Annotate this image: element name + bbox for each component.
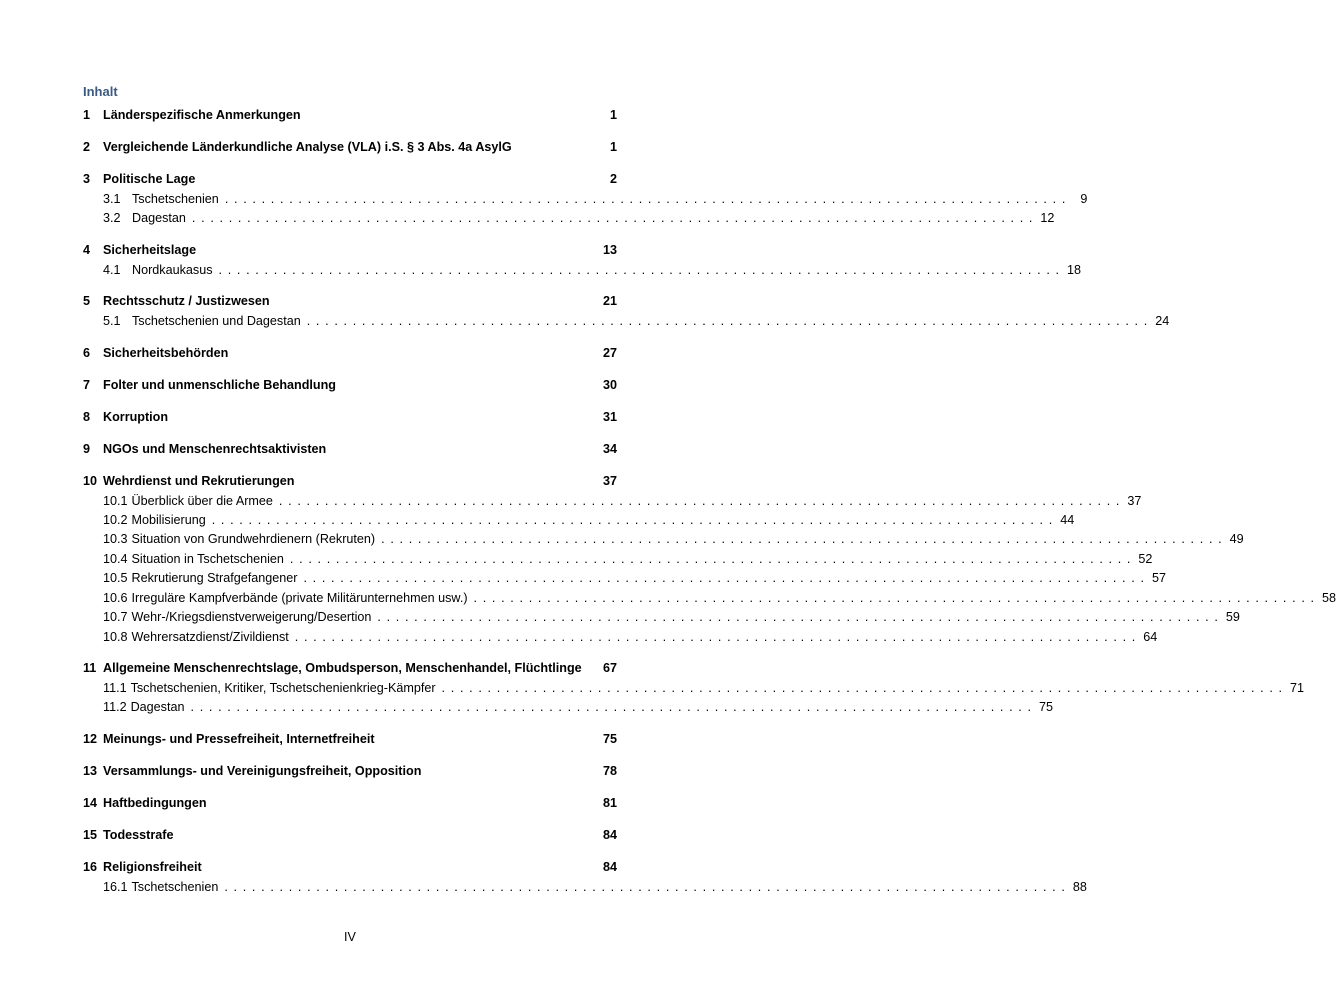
toc-entry-page: 84 (602, 828, 617, 842)
toc-entry-number: 5 (83, 294, 91, 308)
dot-leader (212, 511, 1053, 529)
toc-entry-number: 11 (83, 661, 97, 675)
toc-entry-number: 16.1 (103, 880, 128, 894)
toc-subsection-entry[interactable] (103, 190, 1088, 208)
dot-leader (279, 492, 1120, 510)
toc-subsection-entry[interactable] (103, 679, 1305, 697)
dot-leader (225, 190, 1066, 208)
toc-entry-number: 10.3 (103, 532, 128, 546)
toc-entry-page: 75 (1039, 700, 1054, 714)
toc-subsection-entry[interactable] (103, 569, 1166, 587)
toc-entry-page: 49 (1229, 532, 1244, 546)
toc-entry-page: 71 (1290, 681, 1305, 695)
toc-section-entry[interactable] (83, 472, 617, 490)
toc-entry-page: 2 (609, 172, 617, 186)
toc-entry-title: Mobilisierung (131, 513, 206, 527)
dot-leader (191, 698, 1032, 716)
toc-entry-title: Korruption (103, 410, 169, 424)
toc-section-entry[interactable] (83, 408, 617, 426)
toc-entry-page: 44 (1060, 513, 1075, 527)
toc-entry-page: 37 (602, 474, 617, 488)
toc-section-entry[interactable] (83, 292, 617, 310)
toc-entry-page: 13 (602, 243, 617, 257)
toc-section-entry[interactable] (83, 344, 617, 362)
toc-entry-number: 14 (83, 796, 98, 810)
toc-entry-page: 34 (602, 442, 617, 456)
toc-entry-page: 75 (602, 732, 617, 746)
toc-entry-title: Todesstrafe (103, 828, 174, 842)
toc-subsection-entry[interactable] (103, 511, 1075, 529)
toc-subsection-entry[interactable] (103, 878, 1087, 896)
toc-entry-title: Politische Lage (103, 172, 196, 186)
toc-entry-title: Dagestan (132, 211, 186, 225)
toc-entry-title: Länderspezifische Anmerkungen (103, 108, 301, 122)
toc-entry-number: 2 (83, 140, 91, 154)
toc-entry-number: 6 (83, 346, 91, 360)
toc-entry-page: 59 (1225, 610, 1240, 624)
toc-entry-page: 31 (602, 410, 617, 424)
toc-entry-title: Tschetschenien und Dagestan (132, 314, 301, 328)
toc-entry-title: Tschetschenien (131, 880, 219, 894)
toc-entry-page: 9 (1080, 192, 1088, 206)
toc-entry-number: 3.2 (103, 211, 121, 225)
toc-entry-number: 4 (83, 243, 91, 257)
toc-entry-title: Rechtsschutz / Justizwesen (103, 294, 270, 308)
toc-entry-page: 78 (602, 764, 617, 778)
toc-entry-page: 21 (602, 294, 617, 308)
toc-entry-number: 10.1 (103, 494, 128, 508)
toc-entry-title: Wehrersatzdienst/Zivildienst (131, 630, 289, 644)
toc-entry-title: NGOs und Menschenrechtsaktivisten (103, 442, 327, 456)
toc-entry-title: Versammlungs- und Vereinigungsfreiheit, Opposition (103, 764, 422, 778)
toc-entry-title: Situation in Tschetschenien (131, 552, 284, 566)
dot-leader (381, 530, 1222, 548)
toc-entry-title: Überblick über die Armee (131, 494, 273, 508)
toc-entry-page: 1 (609, 108, 617, 122)
toc-entry-number: 16 (83, 860, 98, 874)
toc-heading: Inhalt (83, 84, 118, 99)
toc-entry-title: Allgemeine Menschenrechtslage, Ombudsperson, Menschenhandel, Flüchtlinge (103, 661, 582, 675)
toc-entry-number: 11.2 (103, 700, 127, 714)
toc-entry-number: 10.2 (103, 513, 128, 527)
toc-entry-title: Irreguläre Kampfverbände (private Militärunternehmen usw.) (131, 591, 468, 605)
toc-subsection-entry[interactable] (103, 698, 1054, 716)
toc-entry-number: 10 (83, 474, 98, 488)
toc-entry-number: 13 (83, 764, 98, 778)
toc-entry-page: 52 (1138, 552, 1153, 566)
toc-entry-title: Situation von Grundwehrdienern (Rekruten) (131, 532, 376, 546)
toc-entry-number: 10.6 (103, 591, 128, 605)
dot-leader (295, 628, 1136, 646)
toc-entry-title: Folter und unmenschliche Behandlung (103, 378, 336, 392)
toc-entry-title: Meinungs- und Pressefreiheit, Internetfreiheit (103, 732, 375, 746)
toc-entry-title: Rekrutierung Strafgefangener (131, 571, 298, 585)
toc-entry-number: 5.1 (103, 314, 121, 328)
toc-entry-number: 4.1 (103, 263, 121, 277)
toc-section-entry[interactable] (83, 730, 617, 748)
toc-section-entry[interactable] (83, 170, 617, 188)
toc-entry-number: 10.7 (103, 610, 128, 624)
toc-entry-title: Sicherheitslage (103, 243, 197, 257)
toc-entry-title: Religionsfreiheit (103, 860, 202, 874)
toc-entry-number: 10.8 (103, 630, 128, 644)
toc-entry-number: 11.1 (103, 681, 127, 695)
toc-entry-number: 15 (83, 828, 98, 842)
toc-section-entry[interactable] (83, 794, 617, 812)
toc-entry-title: Tschetschenien (132, 192, 219, 206)
toc-section-entry[interactable] (83, 826, 617, 844)
toc-entry-page: 1 (609, 140, 617, 154)
toc-section-entry[interactable] (83, 440, 617, 458)
toc-subsection-entry[interactable] (103, 608, 1240, 626)
toc-entry-page: 84 (602, 860, 617, 874)
toc-section-entry[interactable] (83, 241, 617, 259)
toc-subsection-entry[interactable] (103, 312, 1170, 330)
toc-entry-title: Dagestan (130, 700, 185, 714)
toc-subsection-entry[interactable] (103, 628, 1158, 646)
toc-entry-number: 9 (83, 442, 91, 456)
dot-leader (474, 589, 1315, 607)
toc-subsection-entry[interactable] (103, 209, 1055, 227)
toc-entry-title: Wehr-/Kriegsdienstverweigerung/Desertion (131, 610, 372, 624)
dot-leader (290, 550, 1131, 568)
toc-entry-title: Nordkaukasus (132, 263, 213, 277)
toc-entry-number: 10.5 (103, 571, 128, 585)
toc-section-entry[interactable] (83, 858, 617, 876)
toc-entry-page: 81 (602, 796, 617, 810)
toc-entry-number: 12 (83, 732, 98, 746)
toc-subsection-entry[interactable] (103, 261, 1082, 279)
toc-subsection-entry[interactable] (103, 550, 1153, 568)
toc-entry-title: Tschetschenien, Kritiker, Tschetschenienkrieg-Kämpfer (130, 681, 436, 695)
toc-entry-title: Sicherheitsbehörden (103, 346, 229, 360)
toc-entry-title: Vergleichende Länderkundliche Analyse (VLA) i.S. § 3 Abs. 4a AsylG (103, 140, 512, 154)
toc-section-entry[interactable] (83, 106, 617, 124)
toc-section-entry[interactable] (83, 659, 617, 677)
toc-section-entry[interactable] (83, 138, 617, 156)
toc-entry-page: 58 (1322, 591, 1336, 605)
dot-leader (224, 878, 1065, 896)
toc-entry-page: 64 (1143, 630, 1158, 644)
toc-entry-number: 3.1 (103, 192, 121, 206)
toc-entry-page: 67 (602, 661, 617, 675)
dot-leader (377, 608, 1218, 626)
toc-entry-page: 12 (1040, 211, 1055, 225)
toc-entry-title: Haftbedingungen (103, 796, 207, 810)
toc-entry-page: 18 (1067, 263, 1082, 277)
dot-leader (219, 261, 1060, 279)
dot-leader (303, 569, 1144, 587)
dot-leader (192, 209, 1033, 227)
toc-entry-page: 27 (602, 346, 617, 360)
toc-entry-number: 10.4 (103, 552, 128, 566)
toc-subsection-entry[interactable] (103, 492, 1142, 510)
toc-section-entry[interactable] (83, 376, 617, 394)
page-number-footer: IV (344, 930, 356, 944)
toc-entry-number: 8 (83, 410, 91, 424)
dot-leader (307, 312, 1148, 330)
toc-entry-number: 3 (83, 172, 91, 186)
toc-entry-page: 24 (1155, 314, 1170, 328)
toc-entry-page: 37 (1127, 494, 1142, 508)
toc-subsection-entry[interactable] (103, 530, 1244, 548)
toc-entry-number: 1 (83, 108, 91, 122)
dot-leader (442, 679, 1283, 697)
toc-entry-number: 7 (83, 378, 91, 392)
toc-entry-page: 88 (1072, 880, 1087, 894)
toc-entry-page: 30 (602, 378, 617, 392)
toc-subsection-entry[interactable] (103, 589, 1336, 607)
toc-entry-page: 57 (1151, 571, 1166, 585)
toc-entry-title: Wehrdienst und Rekrutierungen (103, 474, 295, 488)
toc-section-entry[interactable] (83, 762, 617, 780)
